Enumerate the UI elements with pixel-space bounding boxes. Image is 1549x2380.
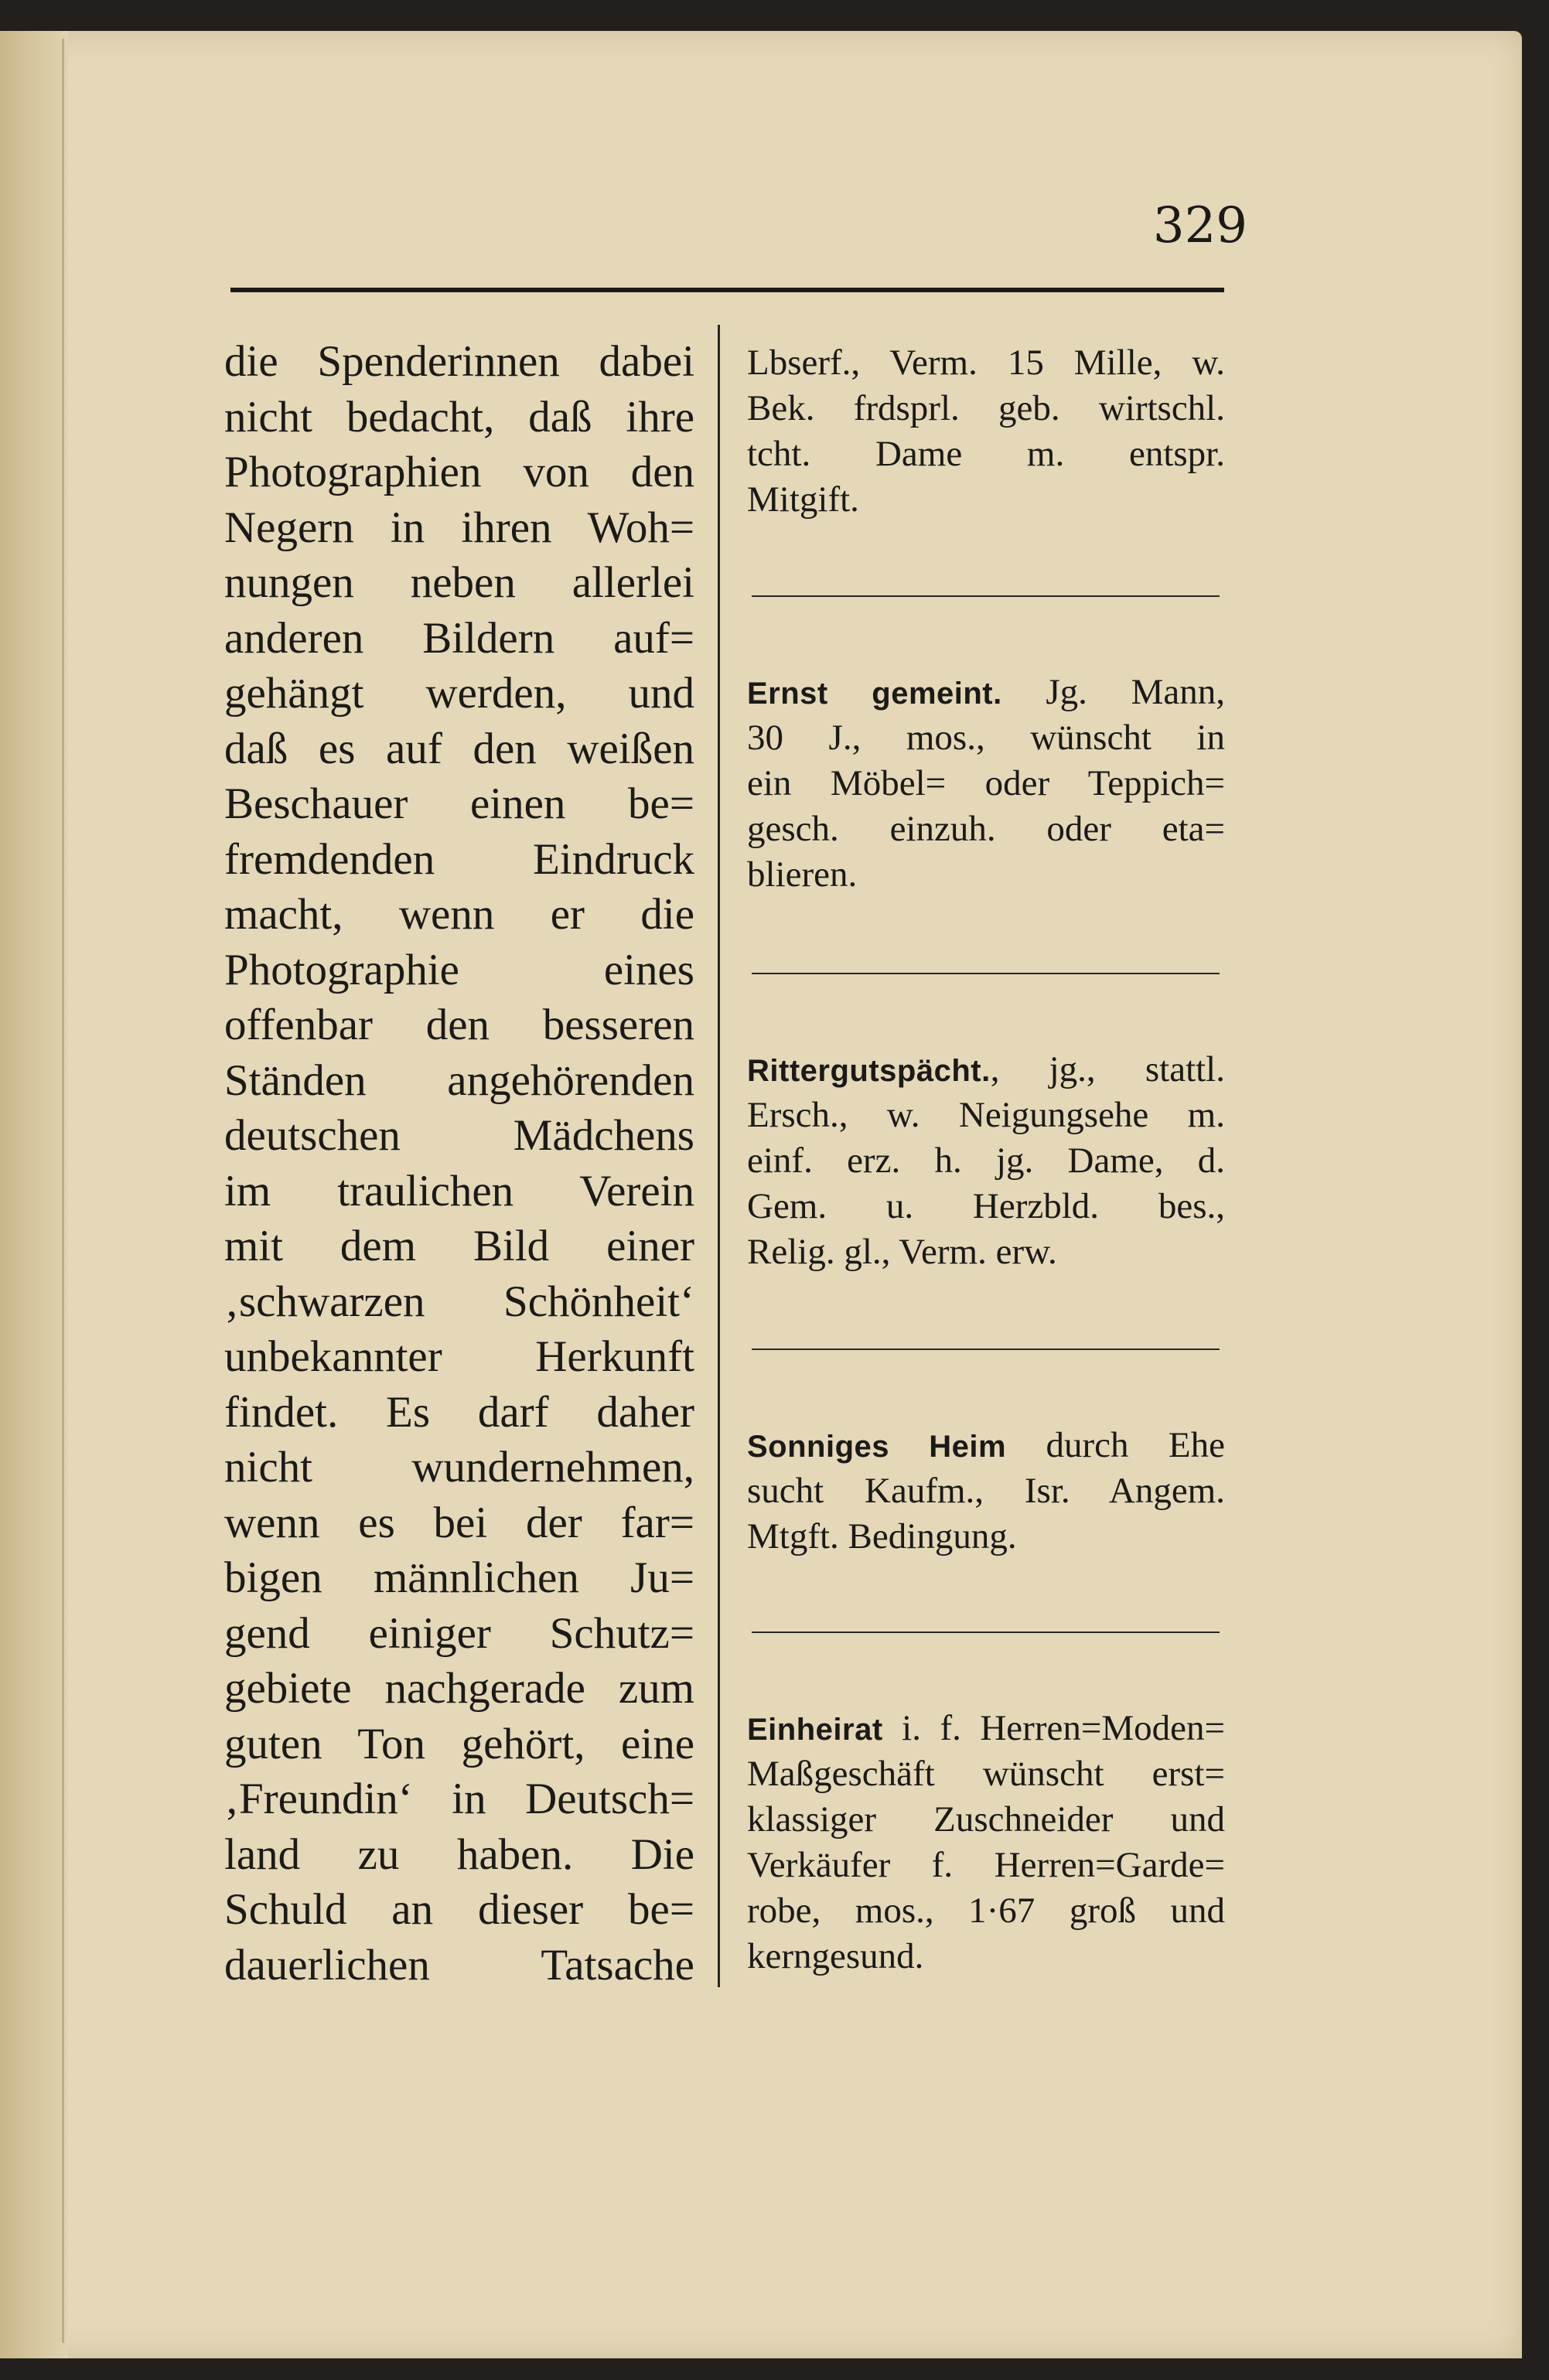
header-rule [230,288,1224,292]
text-line: die Spenderinnen dabei [224,337,694,386]
ad-line: einf. erz. h. jg. Dame, d. [747,1141,1225,1181]
classified-ad [747,670,1225,898]
text-line: findet. Es darf daher [224,1387,694,1437]
text-line: anderen Bildern auf= [224,613,694,663]
text-line: gebiete nachgerade zum [224,1664,694,1713]
ad-line: Lbserf., Verm. 15 Mille, w. [747,343,1225,383]
ad-line: sucht Kaufm., Isr. Angem. [747,1471,1225,1511]
text-line: gend einiger Schutz= [224,1608,694,1658]
ad-line: Gem. u. Herzbld. bes., [747,1186,1225,1226]
text-line: ‚schwarzen Schönheit‘ [224,1277,694,1326]
text-line: Negern in ihren Woh= [224,503,694,552]
text-line: deutschen Mädchens [224,1111,694,1160]
text-line: ‚Freundin‘ in Deutsch= [224,1775,694,1823]
text-line: land zu haben. Die [224,1829,694,1879]
ad-heading: Einheirat [747,1713,883,1747]
text-line: nicht bedacht, daß ihre [224,392,694,442]
left-column-text [224,334,694,1993]
ad-line [747,670,1225,715]
ad-heading: Ernst gemeint. [747,677,1002,711]
ad-line: gesch. einzuh. oder eta= [747,809,1225,849]
ad-line: 30 J., mos., wünscht in [747,718,1225,758]
text-line: im traulichen Verein [224,1166,694,1216]
ad-line: blieren. [747,854,858,895]
classified-ad [747,1423,1225,1560]
text-line: dauerlichen Tatsache [224,1940,694,1990]
text-line: guten Ton gehört, eine [224,1719,694,1768]
ad-separator [752,595,1220,597]
text-line: bigen männlichen Ju= [224,1553,694,1602]
text-line: Beschauer einen be= [224,779,694,828]
text-line: offenbar den besseren [224,1001,694,1049]
text-line: Schuld an dieser be= [224,1885,694,1934]
ad-line [747,1706,1225,1751]
classified-ad [747,1047,1225,1275]
ad-line: kerngesund. [747,1936,924,1976]
column-divider [718,325,720,1987]
ad-line [747,1047,1225,1093]
classified-ad [747,1706,1225,1979]
text-line: mit dem Bild einer [224,1222,694,1270]
ad-text: Jg. Mann, [1046,672,1225,712]
ad-line: robe, mos., 1·67 groß und [747,1891,1225,1931]
text-line: unbekannter Herkunft [224,1332,694,1381]
ad-separator [752,973,1220,974]
ad-line [747,1423,1225,1468]
page-number: 329 [1152,197,1247,254]
ad-line: Bek. frdsprl. geb. wirtschl. [747,388,1225,428]
ad-line: Mtgft. Bedingung. [747,1516,1017,1557]
text-line: Ständen angehörenden [224,1055,694,1105]
spine-edge-line [62,39,64,2343]
ad-text: i. f. Herren=Moden= [902,1708,1225,1748]
text-line: macht, wenn er die [224,890,694,939]
ad-separator [752,1632,1220,1633]
ad-line: klassiger Zuschneider und [747,1799,1225,1840]
ad-line: tcht. Dame m. entspr. [747,434,1225,474]
text-line: nungen neben allerlei [224,558,694,607]
text-line: nicht wundernehmen, [224,1443,694,1492]
ad-line: Mitgift. [747,479,859,520]
page-spine [0,31,68,2358]
ad-line: Relig. gl., Verm. erw. [747,1232,1057,1272]
ad-separator [752,1349,1220,1350]
text-line: gehängt werden, und [224,669,694,718]
text-line: fremdenden Eindruck [224,834,694,884]
ad-text: durch Ehe [1046,1425,1225,1465]
text-line: Photographie eines [224,945,694,994]
ad-heading: Sonniges Heim [747,1430,1007,1464]
ad-line: ein Möbel= oder Teppich= [747,763,1225,803]
ad-line: Verkäufer f. Herren=Garde= [747,1845,1225,1885]
text-line: Photographien von den [224,448,694,496]
classified-ad [747,340,1225,523]
text-line: wenn es bei der far= [224,1498,694,1547]
text-line: daß es auf den weißen [224,724,694,773]
ad-line: Ersch., w. Neigungsehe m. [747,1095,1225,1135]
ad-line: Maßgeschäft wünscht erst= [747,1754,1225,1794]
ad-text: , jg., stattl. [990,1049,1225,1089]
ad-heading: Rittergutspächt. [747,1054,991,1088]
